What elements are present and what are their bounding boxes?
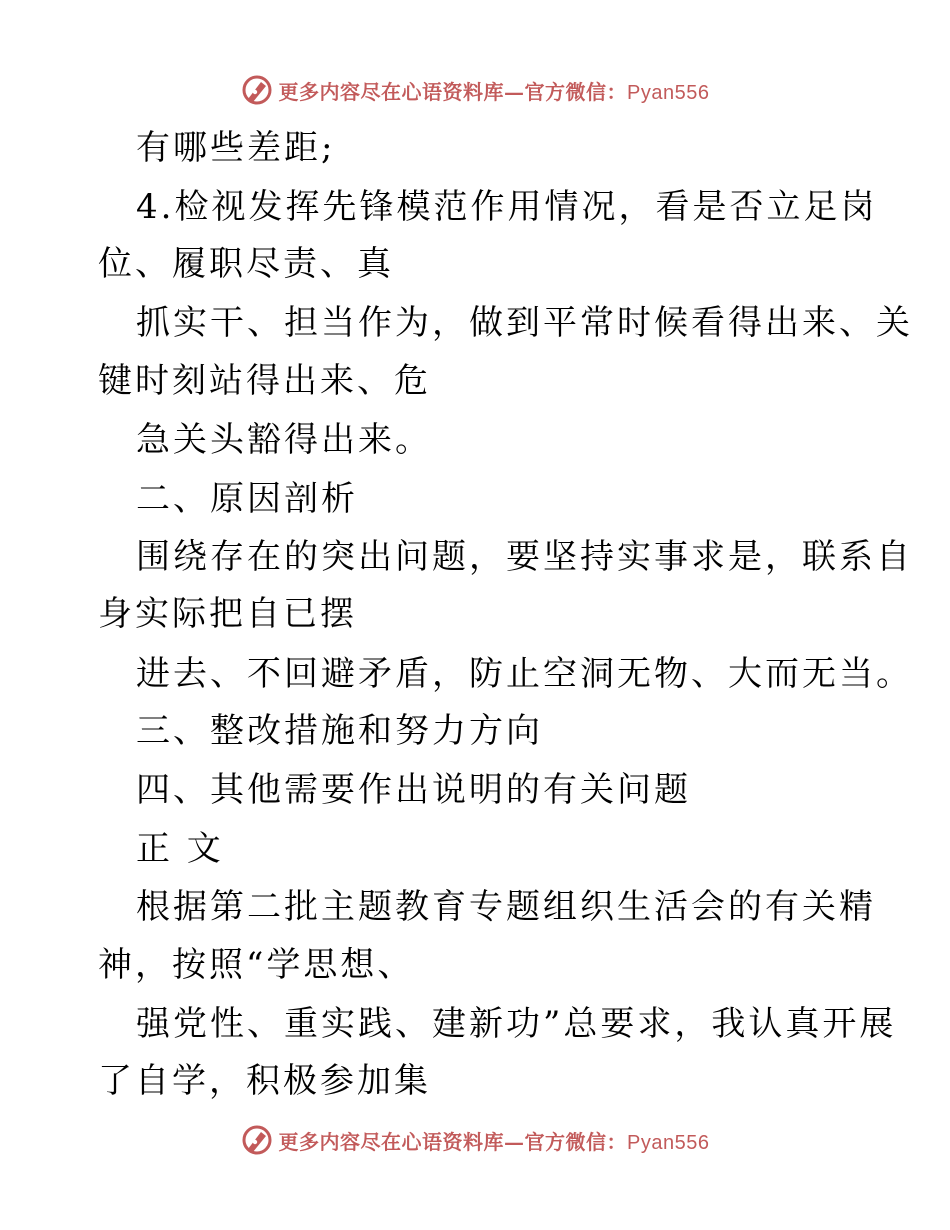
watermark-text: 更多内容尽在心语资料库—官方微信：Pyan556	[278, 79, 710, 104]
text-line: 围绕存在的突出问题，要坚持实事求是，联系自	[136, 537, 913, 577]
header-watermark	[0, 70, 950, 110]
text-line: 强党性、重实践、建新功”总要求，我认真开展	[136, 1004, 897, 1044]
pen-logo-icon	[241, 1124, 273, 1156]
text-line: 急关头豁得出来。	[136, 420, 432, 460]
text-line: 有哪些差距;	[136, 128, 336, 168]
section-heading: 三、整改措施和努力方向	[136, 711, 543, 751]
watermark-text: 更多内容尽在心语资料库—官方微信：Pyan556	[278, 1129, 710, 1154]
text-line: 根据第二批主题教育专题组织生活会的有关精	[136, 887, 876, 927]
text-line: 键时刻站得出来、危	[98, 361, 431, 401]
text-line: 抓实干、担当作为，做到平常时候看得出来、关	[136, 303, 913, 343]
text-line: 神，按照“学思想、	[98, 945, 415, 985]
text-line: 4.检视发挥先锋模范作用情况，看是否立足岗	[136, 187, 878, 227]
section-heading: 四、其他需要作出说明的有关问题	[136, 770, 691, 810]
text-line: 身实际把自已摆	[98, 594, 357, 634]
section-heading: 二、原因剖析	[136, 479, 358, 519]
section-heading: 正 文	[136, 829, 224, 869]
text-line: 位、履职尽责、真	[98, 244, 394, 284]
pen-logo-icon	[241, 74, 273, 106]
text-line: 进去、不回避矛盾，防止空洞无物、大而无当。	[136, 654, 913, 694]
footer-watermark	[0, 1120, 950, 1160]
text-line: 了自学，积极参加集	[98, 1061, 431, 1101]
